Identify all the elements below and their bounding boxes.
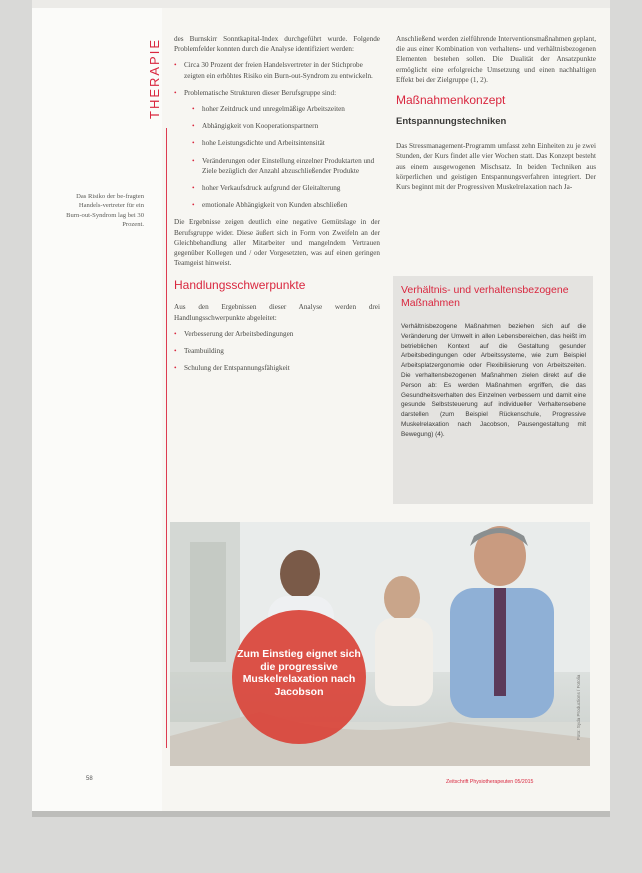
info-box: [393, 276, 593, 504]
section-heading: Handlungsschwerpunkte: [174, 278, 306, 293]
sub-heading: Entspannungstechniken: [396, 116, 507, 128]
list-item: • Verbesserung der Arbeitsbedingungen: [174, 329, 380, 339]
info-box-text: Verhältnisbezogene Maßnahmen beziehen sich auf die Veränderung der Umwelt in allen Lebensbereichen, das heißt im betrieblichen Kontext auf die Gestaltung gesunder Arbeitsbedingungen oder Arbeitssysteme, wie zum Beispiel Arbeitsplatzergonomie oder Flexibilisierung von Arbeitszeiten. Die verhaltensbezogenen Maßnahmen zielen direkt auf die Person ab: Es werden Maßnahmen ergriffen, die das Gesundheitsverhalten des Einzelnen verbessern und damit eine gesunde Selbststeuerung auf individueller Verhaltensebene darstellen (zum Beispiel Rückenschule, Progressive Muskelrelaxation nach Jacobson, Pausengestaltung mit Bewegung) (4).: [401, 323, 586, 438]
list-item-structures: [174, 88, 380, 211]
col1-bullet-list: [174, 60, 380, 210]
section-heading: Maßnahmenkonzept: [396, 93, 506, 108]
meditation-photo: [170, 522, 590, 766]
list-item: • Teambuilding: [174, 346, 380, 356]
page-number: 58: [86, 776, 93, 782]
list-item: • Veränderungen oder Einstellung einzelner Produktarten und Ziele bezüglich der Anzahl abzuschließender Produkte: [184, 156, 380, 176]
section-rule: [166, 128, 167, 748]
list-item: • hoher Verkaufsdruck aufgrund der Gleitalterung: [184, 183, 380, 193]
margin-note: Das Risiko der be-fragten Handels-vertreter für ein Burn-out-Syndrom lag bei 30 Prozent.: [66, 193, 144, 228]
col2-intro: Anschließend werden zielführende Interventionsmaßnahmen geplant, die aus einer Kombination von verhaltens- und verhältnisbezogenen Elementen bestehen sollen. Die Dualität der Ansatzpunkte ermöglicht eine erfolgreiche Umsetzung und einen nachhaltigen Effekt bei der Zielgruppe (1, 2).: [396, 35, 596, 84]
problem-sub-list: [184, 104, 380, 210]
meditation-photo-illustration: [170, 522, 590, 766]
col1-paragraph: Die Ergebnisse zeigen deutlich eine negative Gemütslage in der Berufsgruppe wider. Diese äußert sich in Form von Zweifeln an der Gleichbehandlung aller Mitarbeiter und mangelndem Vertrauen gegenüber Kollegen und / oder Vorgesetzten, was auf einen geringen Teamgeist hinweist.: [174, 218, 380, 268]
list-item: • hohe Leistungsdichte und Arbeitsintensität: [184, 138, 380, 148]
list-item: • Abhängigkeit von Kooperationspartnern: [184, 121, 380, 131]
list-item-text: Problematische Strukturen dieser Berufsgruppe sind:: [184, 88, 337, 97]
list-item: • emotionale Abhängigkeit von Kunden abschließen: [184, 200, 380, 210]
left-margin-column: [32, 6, 162, 811]
col2-paragraph: Das Stressmanagement-Programm umfasst zehn Einheiten zu je zwei Stunden, der Kurs findet alle vier Wochen statt. Das Konzept besteht aus einem ausgewogenen Mischsatz. In beiden Techniken aus körperlichen und geistigen Entspannungsverfahren integriert. Der Kurs beginnt mit der Progressiven Muskelrelaxation nach Ja-: [396, 142, 596, 192]
list-item: • Circa 30 Prozent der freien Handelsvertreter in der Stichprobe zeigten ein erhöhtes Risiko ein Burn-out-Syndrom zu entwickeln.: [174, 60, 380, 80]
page-top-edge: [32, 0, 610, 8]
col1-intro: des Burnskirr Sonntkapital-Index durchgeführt wurde. Folgende Problemfelder konnten durch die Analyse identifiziert werden:: [174, 35, 380, 54]
photo-credit: Foto: Syda Productions / Fotolia: [576, 674, 581, 740]
journal-footer: Zeitschrift Physiotherapeuten 05/2015: [446, 779, 534, 785]
photo-caption: Zum Einstieg eignet sich die progressive Muskelrelaxation nach Jacobson: [237, 648, 361, 698]
action-list: [174, 329, 380, 374]
text-column-1: [174, 34, 380, 380]
page-bottom-shadow: [32, 811, 610, 817]
list-item: • Schulung der Entspannungsfähigkeit: [174, 363, 380, 373]
col1-paragraph: Aus den Ergebnissen dieser Analyse werden drei Handlungsschwerpunkte abgeleitet:: [174, 303, 380, 322]
info-box-title: Verhältnis- und verhaltensbezogene Maßnahmen: [401, 284, 569, 309]
text-column-2: [396, 34, 596, 198]
section-tag: THERAPIE: [147, 38, 162, 120]
list-item: • hoher Zeitdruck und unregelmäßige Arbeitszeiten: [184, 104, 380, 114]
